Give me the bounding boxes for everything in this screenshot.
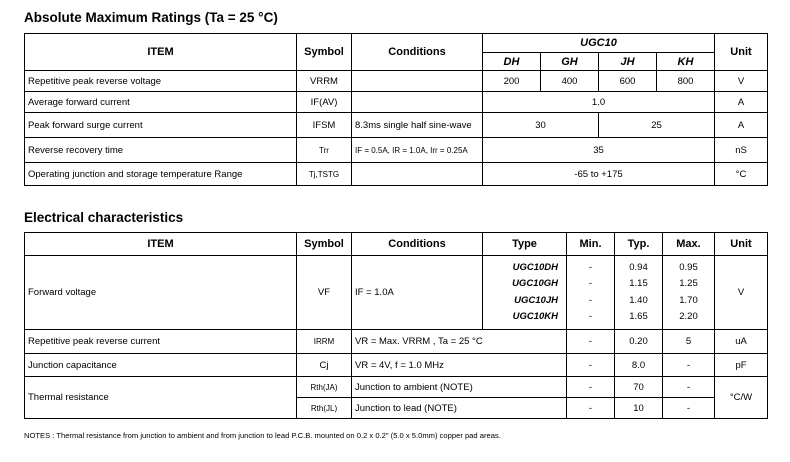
hdr-conditions: Conditions: [352, 233, 483, 256]
row-value-dh-gh: 30: [483, 113, 599, 138]
max-value: 1.70: [679, 294, 698, 306]
row-min: -: [567, 377, 615, 398]
table-row: [25, 92, 768, 113]
row-typ: 10: [615, 398, 663, 419]
row-unit: °C/W: [715, 377, 768, 419]
row-cond: VR = 4V, f = 1.0 MHz: [352, 354, 567, 377]
typ-value: 1.40: [629, 294, 648, 306]
row-item: Repetitive peak reverse current: [25, 330, 297, 354]
abs-max-table: [24, 33, 768, 186]
row-symbol: Rth(JL): [297, 398, 352, 419]
hdr-symbol: Symbol: [297, 233, 352, 256]
table-row: [25, 377, 768, 398]
elec-title: Electrical characteristics: [24, 210, 184, 225]
type-item: UGC10KH: [512, 311, 558, 322]
hdr-kh: KH: [657, 53, 715, 71]
row-symbol: IF(AV): [297, 92, 352, 113]
hdr-gh: GH: [541, 53, 599, 71]
row-unit: V: [715, 71, 768, 92]
row-typ: 0.20: [615, 330, 663, 354]
hdr-type: Type: [483, 233, 567, 256]
row-dh: 200: [483, 71, 541, 92]
row-unit: uA: [715, 330, 768, 354]
min-value: -: [588, 294, 593, 306]
hdr-dh: DH: [483, 53, 541, 71]
typ-list: [615, 256, 663, 330]
hdr-max: Max.: [663, 233, 715, 256]
hdr-min: Min.: [567, 233, 615, 256]
row-cond: 8.3ms single half sine-wave: [352, 113, 483, 138]
row-cond: IF = 0.5A, IR = 1.0A, Irr = 0.25A: [352, 138, 483, 163]
row-symbol: Tj,TSTG: [297, 163, 352, 186]
min-list: [567, 256, 615, 330]
row-min: -: [567, 354, 615, 377]
row-cond: Junction to lead (NOTE): [352, 398, 567, 419]
row-gh: 400: [541, 71, 599, 92]
type-item: UGC10JH: [514, 294, 558, 306]
row-typ: 8.0: [615, 354, 663, 377]
row-symbol: Rth(JA): [297, 377, 352, 398]
table-row: [25, 138, 768, 163]
row-cond: Junction to ambient (NOTE): [352, 377, 567, 398]
row-value: -65 to +175: [483, 163, 715, 186]
table-row: [25, 256, 768, 330]
row-item: Peak forward surge current: [25, 113, 297, 138]
row-unit: pF: [715, 354, 768, 377]
row-value: 1.0: [483, 92, 715, 113]
row-item: Thermal resistance: [25, 377, 297, 419]
row-item: Forward voltage: [25, 256, 297, 330]
row-symbol: IRRM: [297, 330, 352, 354]
row-cond: [352, 163, 483, 186]
row-symbol: Cj: [297, 354, 352, 377]
notes: NOTES : Thermal resistance from junction to ambient and from junction to lead P.C.B. mounted on 0.2 x 0.2" (5.0 x 5.0mm) copper pad areas.: [24, 431, 501, 440]
row-cond: [352, 71, 483, 92]
row-cond: IF = 1.0A: [352, 256, 483, 330]
row-value-jh-kh: 25: [599, 113, 715, 138]
row-max: -: [663, 354, 715, 377]
row-symbol: VF: [297, 256, 352, 330]
row-min: -: [567, 398, 615, 419]
row-max: 5: [663, 330, 715, 354]
abs-max-title: Absolute Maximum Ratings (Ta = 25 °C): [24, 10, 278, 25]
row-unit: V: [715, 256, 768, 330]
hdr-item: ITEM: [25, 233, 297, 256]
row-max: -: [663, 377, 715, 398]
hdr-symbol: Symbol: [297, 34, 352, 71]
row-typ: 70: [615, 377, 663, 398]
row-cond: VR = Max. VRRM , Ta = 25 °C: [352, 330, 567, 354]
row-kh: 800: [657, 71, 715, 92]
typ-value: 1.15: [629, 278, 648, 289]
row-value: 35: [483, 138, 715, 163]
row-unit: °C: [715, 163, 768, 186]
hdr-unit: Unit: [715, 34, 768, 71]
min-value: -: [588, 261, 593, 273]
hdr-group: UGC10: [483, 34, 715, 53]
row-symbol: VRRM: [297, 71, 352, 92]
row-item: Average forward current: [25, 92, 297, 113]
row-item: Operating junction and storage temperature Range: [25, 163, 297, 186]
typ-value: 1.65: [629, 311, 648, 322]
row-symbol: Trr: [297, 138, 352, 163]
table-row: [25, 163, 768, 186]
max-value: 1.25: [679, 278, 698, 289]
row-jh: 600: [599, 71, 657, 92]
row-unit: A: [715, 113, 768, 138]
table-row: [25, 113, 768, 138]
row-max: -: [663, 398, 715, 419]
max-value: 2.20: [679, 311, 698, 322]
type-list: [483, 256, 567, 330]
row-item: Reverse recovery time: [25, 138, 297, 163]
type-item: UGC10DH: [512, 261, 558, 273]
type-item: UGC10GH: [512, 278, 558, 289]
table-row: [25, 330, 768, 354]
row-item: Junction capacitance: [25, 354, 297, 377]
row-unit: A: [715, 92, 768, 113]
hdr-typ: Typ.: [615, 233, 663, 256]
min-value: -: [588, 311, 593, 322]
hdr-conditions: Conditions: [352, 34, 483, 71]
row-unit: nS: [715, 138, 768, 163]
min-value: -: [588, 278, 593, 289]
max-value: 0.95: [679, 261, 698, 273]
hdr-jh: JH: [599, 53, 657, 71]
hdr-unit: Unit: [715, 233, 768, 256]
table-row: [25, 354, 768, 377]
row-item: Repetitive peak reverse voltage: [25, 71, 297, 92]
typ-value: 0.94: [629, 261, 648, 273]
elec-table: [24, 232, 768, 419]
max-list: [663, 256, 715, 330]
hdr-item: ITEM: [25, 34, 297, 71]
row-cond: [352, 92, 483, 113]
table-row: [25, 71, 768, 92]
row-min: -: [567, 330, 615, 354]
row-symbol: IFSM: [297, 113, 352, 138]
